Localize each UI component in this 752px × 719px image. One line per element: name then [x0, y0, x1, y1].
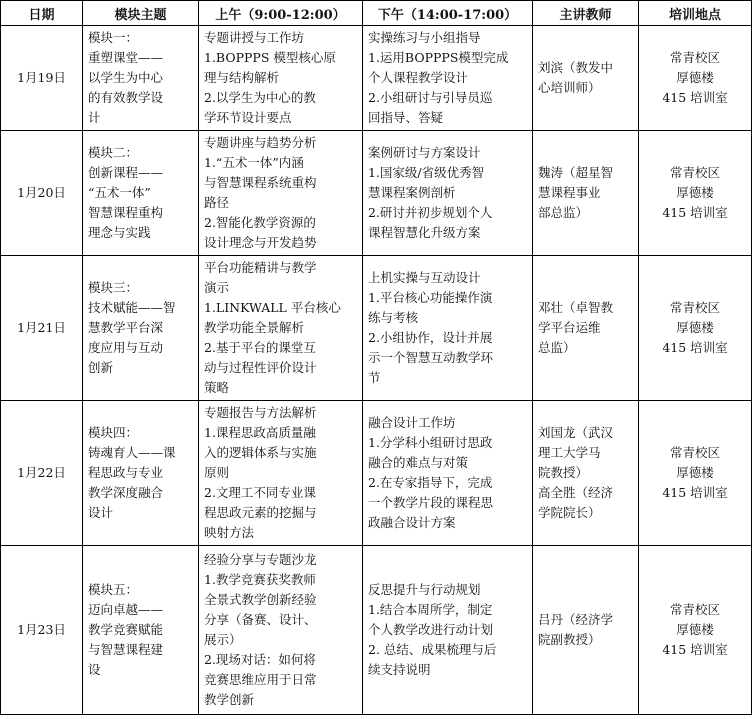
cell-line: 学环节设计要点: [204, 110, 292, 125]
cell-line: 与智慧课程系统重构: [204, 175, 317, 190]
cell-line: 厚德楼: [676, 622, 714, 637]
header-row: [1, 1, 752, 26]
cell-line: 理与结构解析: [204, 70, 280, 85]
morning-cell: [199, 401, 363, 546]
cell-line: 度应用与互动: [88, 340, 164, 355]
cell-line: 1.教学竞赛获奖教师: [204, 572, 316, 587]
cell-line: 反思提升与行动规划: [368, 582, 481, 597]
cell-line: 1.结合本周所学，制定: [368, 602, 493, 617]
theme-cell: [83, 256, 199, 401]
cell-line: 铸魂育人——课: [88, 445, 176, 460]
cell-line: 专题讲座与趋势分析: [204, 135, 317, 150]
cell-line: 分享（备赛、设计、: [204, 612, 317, 627]
theme-cell: [83, 401, 199, 546]
cell-line: 1.LINKWALL 平台核心: [204, 300, 341, 315]
cell-line: 1.BOPPPS 模型核心原: [204, 50, 336, 65]
cell-line: 个人教学改进行动计划: [368, 622, 494, 637]
cell-line: 理念与实践: [88, 225, 151, 240]
cell-line: 程思政元素的挖掘与: [204, 505, 317, 520]
cell-line: 策略: [204, 380, 230, 395]
cell-line: 2.文理工不同专业课: [204, 485, 316, 500]
cell-line: 专题报告与方法解析: [204, 405, 317, 420]
cell-line: 模块二：: [88, 145, 139, 160]
cell-line: 原则: [204, 465, 230, 480]
cell-line: 一个教学片段的课程思: [368, 495, 494, 510]
cell-line: 1.国家级/省级优秀智: [368, 165, 485, 180]
cell-line: 2.以学生为中心的教: [204, 90, 316, 105]
cell-line: 设: [88, 662, 101, 677]
cell-line: 创新: [88, 360, 114, 375]
cell-line: 创新课程——: [88, 165, 164, 180]
date-cell: 1月22日: [1, 401, 83, 546]
cell-line: 模块五：: [88, 582, 139, 597]
location-cell: [639, 26, 752, 131]
cell-line: 部总监）: [538, 205, 589, 220]
location-cell: [639, 401, 752, 546]
date-cell: 1月23日: [1, 546, 83, 715]
table-row: [1, 256, 752, 401]
afternoon-cell: [363, 401, 533, 546]
cell-line: 心培训师）: [538, 80, 601, 95]
cell-line: 演示: [204, 280, 230, 295]
cell-line: 全景式教学创新经验: [204, 592, 317, 607]
morning-cell: [199, 256, 363, 401]
cell-line: 竞赛思维应用于日常: [204, 672, 317, 687]
header-date: 日期: [1, 1, 83, 26]
cell-line: 模块四：: [88, 425, 139, 440]
theme-cell: [83, 26, 199, 131]
header-afternoon: 下午（14:00-17:00）: [363, 1, 533, 26]
cell-line: 高全胜（经济: [538, 485, 614, 500]
cell-line: 415 培训室: [662, 205, 728, 220]
cell-line: 总监）: [538, 340, 576, 355]
cell-line: 练与考核: [368, 310, 419, 325]
cell-line: 院教授）: [538, 465, 589, 480]
cell-line: 模块一：: [88, 30, 139, 45]
cell-line: 技术赋能——智: [88, 300, 176, 315]
cell-line: 展示）: [204, 632, 242, 647]
cell-line: 实操练习与小组指导: [368, 30, 481, 45]
header-morning: 上午（9:00-12:00）: [199, 1, 363, 26]
location-cell: [639, 256, 752, 401]
teacher-cell: [533, 26, 639, 131]
date-cell: 1月20日: [1, 131, 83, 256]
cell-line: 路径: [204, 195, 230, 210]
cell-line: 厚德楼: [676, 465, 714, 480]
cell-line: 计: [88, 110, 101, 125]
cell-line: 415 培训室: [662, 485, 728, 500]
cell-line: 415 培训室: [662, 90, 728, 105]
cell-line: 常青校区: [669, 165, 720, 180]
cell-line: 节: [368, 370, 381, 385]
cell-line: 吕丹（经济学: [538, 612, 614, 627]
morning-cell: [199, 26, 363, 131]
cell-line: 平台功能精讲与教学: [204, 260, 317, 275]
cell-line: 慧课程案例剖析: [368, 185, 456, 200]
cell-line: 示一个智慧互动教学环: [368, 350, 494, 365]
cell-line: 融合设计工作坊: [368, 415, 456, 430]
afternoon-cell: [363, 26, 533, 131]
cell-line: 回指导、答疑: [368, 110, 444, 125]
cell-line: 的有效教学设: [88, 90, 164, 105]
cell-line: 理工大学马: [538, 445, 601, 460]
cell-line: 教学创新: [204, 692, 255, 707]
cell-line: 重塑课堂——: [88, 50, 164, 65]
table-row: [1, 401, 752, 546]
cell-line: 刘滨（教发中: [538, 60, 614, 75]
cell-line: 1.运用BOPPPS模型完成: [368, 50, 509, 65]
cell-line: 模块三：: [88, 280, 139, 295]
cell-line: 学院院长）: [538, 505, 601, 520]
cell-line: 教学竞赛赋能: [88, 622, 164, 637]
teacher-cell: [533, 401, 639, 546]
cell-line: 常青校区: [669, 50, 720, 65]
cell-line: 2.在专家指导下，完成: [368, 475, 493, 490]
cell-line: 厚德楼: [676, 70, 714, 85]
cell-line: 学平台运维: [538, 320, 601, 335]
cell-line: 415 培训室: [662, 642, 728, 657]
cell-line: 常青校区: [669, 602, 720, 617]
afternoon-cell: [363, 131, 533, 256]
teacher-cell: [533, 256, 639, 401]
header-theme: 模块主题: [83, 1, 199, 26]
cell-line: 慧课程事业: [538, 185, 601, 200]
cell-line: 动与过程性评价设计: [204, 360, 317, 375]
table-row: [1, 26, 752, 131]
cell-line: 1.课程思政高质量融: [204, 425, 316, 440]
cell-line: 慧教学平台深: [88, 320, 164, 335]
cell-line: 魏涛（超星智: [538, 165, 614, 180]
theme-cell: [83, 546, 199, 715]
cell-line: 1.“五术一体”内涵: [204, 155, 304, 170]
cell-line: 课程智慧化升级方案: [368, 225, 481, 240]
cell-line: 映射方法: [204, 525, 255, 540]
cell-line: 设计: [88, 505, 114, 520]
cell-line: 2.小组研讨与引导员巡: [368, 90, 493, 105]
cell-line: 个人课程教学设计: [368, 70, 469, 85]
location-cell: [639, 546, 752, 715]
cell-line: 教学功能全景解析: [204, 320, 305, 335]
cell-line: 上机实操与互动设计: [368, 270, 481, 285]
afternoon-cell: [363, 546, 533, 715]
header-teacher: 主讲教师: [533, 1, 639, 26]
cell-line: 专题讲授与工作坊: [204, 30, 305, 45]
teacher-cell: [533, 546, 639, 715]
cell-line: 案例研讨与方案设计: [368, 145, 481, 160]
cell-line: 2. 总结、成果梳理与后: [368, 642, 497, 657]
cell-line: 融合的难点与对策: [368, 455, 469, 470]
morning-cell: [199, 131, 363, 256]
cell-line: 程思政与专业: [88, 465, 164, 480]
cell-line: 2.研讨并初步规划个人: [368, 205, 493, 220]
afternoon-cell: [363, 256, 533, 401]
cell-line: 2.现场对话：如何将: [204, 652, 316, 667]
cell-line: 1.平台核心功能操作演: [368, 290, 493, 305]
location-cell: [639, 131, 752, 256]
cell-line: 邓壮（卓智教: [538, 300, 614, 315]
morning-cell: [199, 546, 363, 715]
cell-line: 刘国龙（武汉: [538, 425, 614, 440]
theme-cell: [83, 131, 199, 256]
cell-line: 厚德楼: [676, 185, 714, 200]
cell-line: 以学生为中心: [88, 70, 164, 85]
cell-line: 1.分学科小组研讨思政: [368, 435, 493, 450]
cell-line: 入的逻辑体系与实施: [204, 445, 317, 460]
cell-line: 政融合设计方案: [368, 515, 456, 530]
cell-line: 经验分享与专题沙龙: [204, 552, 317, 567]
cell-line: 415 培训室: [662, 340, 728, 355]
cell-line: 2.小组协作，设计并展: [368, 330, 493, 345]
cell-line: “五术一体”: [88, 185, 151, 200]
cell-line: 教学深度融合: [88, 485, 164, 500]
teacher-cell: [533, 131, 639, 256]
cell-line: 智慧课程重构: [88, 205, 164, 220]
table-row: [1, 546, 752, 715]
date-cell: 1月19日: [1, 26, 83, 131]
cell-line: 2.智能化教学资源的: [204, 215, 316, 230]
cell-line: 厚德楼: [676, 320, 714, 335]
cell-line: 与智慧课程建: [88, 642, 164, 657]
cell-line: 常青校区: [669, 300, 720, 315]
header-location: 培训地点: [639, 1, 752, 26]
cell-line: 常青校区: [669, 445, 720, 460]
cell-line: 院副教授）: [538, 632, 601, 647]
cell-line: 2.基于平台的课堂互: [204, 340, 316, 355]
cell-line: 续支持说明: [368, 662, 431, 677]
cell-line: 设计理念与开发趋势: [204, 235, 317, 250]
table-row: [1, 131, 752, 256]
date-cell: 1月21日: [1, 256, 83, 401]
cell-line: 迈向卓越——: [88, 602, 164, 617]
